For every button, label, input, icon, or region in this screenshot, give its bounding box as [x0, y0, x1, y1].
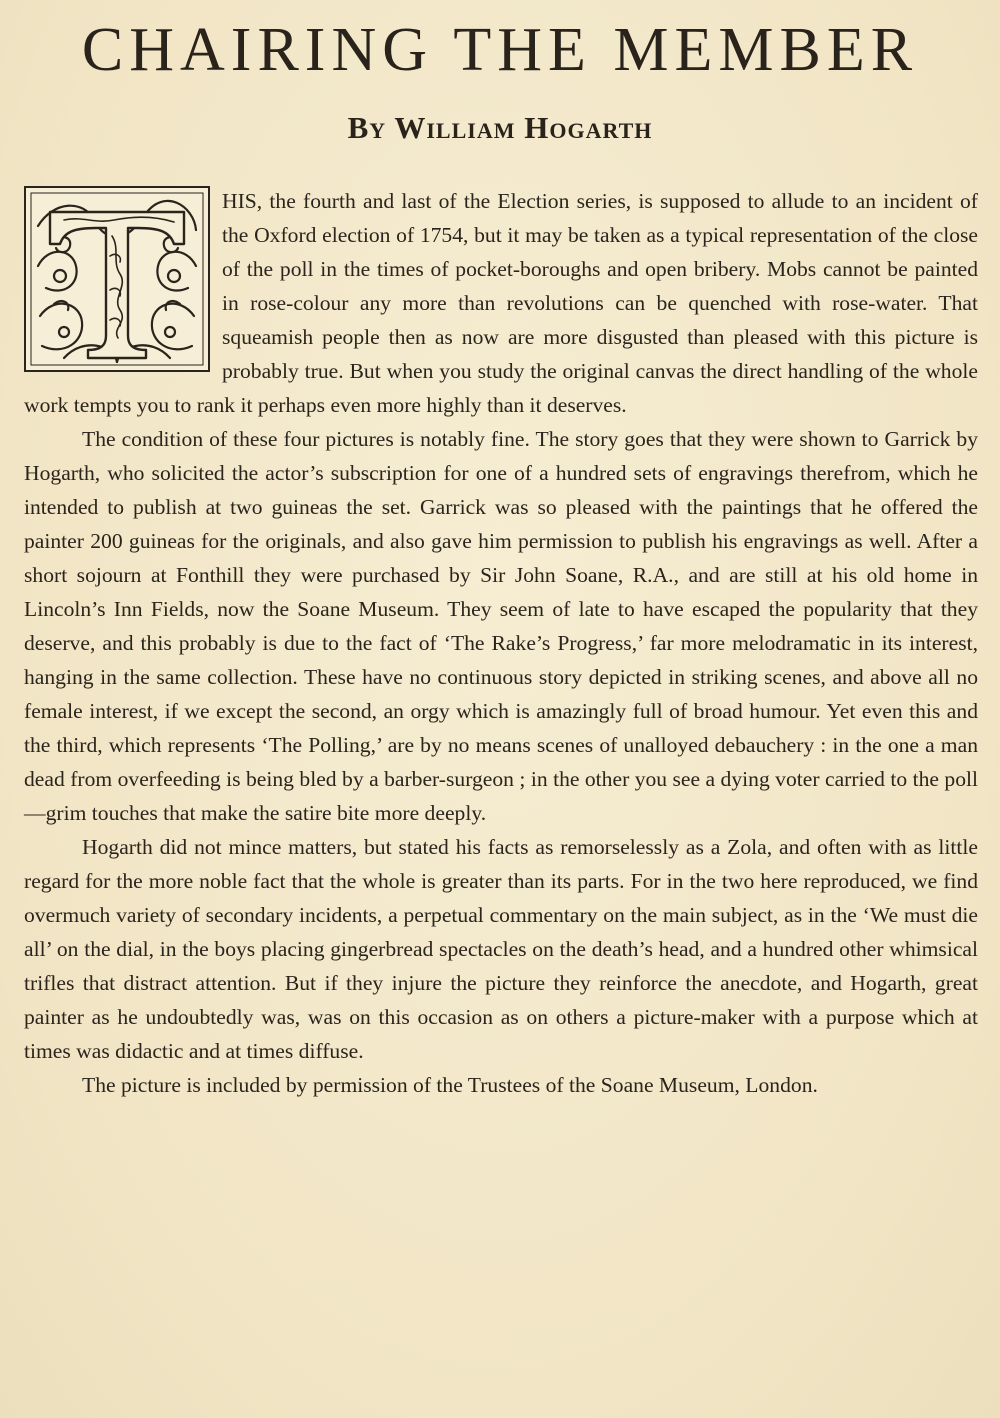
paragraph-2: The condition of these four pictures is notably fine. The story goes that they were shown to Garrick by Hogarth, who solicited the actor’s subscription for one of a hundred sets of engravings therefrom, which he intended to publish at two guineas the set. Garrick was so pleased with the paintings that he offered the painter 200 guineas for the originals, and also gave him permission to publish his engravings as well. After a short sojourn at Fonthill they were purchased by Sir John Soane, R.A., and are still at his old home in Lincoln’s Inn Fields, now the Soane Museum. They seem of late to have escaped the popularity that they deserve, and this probably is due to the fact of ‘The Rake’s Progress,’ far more melodramatic in its interest, hanging in the same collection. These have no continuous story depicted in striking scenes, and above all no female interest, if we except the second, an orgy which is amazingly full of broad humour. Yet even this and the third, which represents ‘The Polling,’ are by no means scenes of unalloyed debauchery : in the one a man dead from overfeeding is being bled by a barber-surgeon ; in the other you see a dying voter carried to the poll—grim touches that make the satire bite more deeply. — [24, 427, 978, 825]
paragraph-1-lead: HIS, — [222, 189, 263, 213]
ornamental-initial-t-icon — [24, 186, 210, 372]
article-body — [24, 184, 978, 1102]
paragraph-4: The picture is included by permission of the Trustees of the Soane Museum, London. — [82, 1073, 818, 1097]
byline: By William Hogarth — [347, 110, 653, 145]
paragraph-3: Hogarth did not mince matters, but stated his facts as remorselessly as a Zola, and often with as little regard for the more noble fact that the whole is greater than its parts. For in the two here reproduced, we find overmuch variety of secondary incidents, a perpetual commentary on the main subject, as in the ‘We must die all’ on the dial, in the boys placing gingerbread spectacles on the death’s head, and a hundred other whimsical trifles that distract attention. But if they injure the picture they reinforce the anecdote, and Hogarth, great painter as he undoubtedly was, was on this occasion as on others a picture-maker with a purpose which at times was didactic and at times diffuse. — [24, 835, 978, 1063]
page-title: CHAIRING THE MEMBER — [81, 16, 919, 84]
paragraph-1 — [24, 184, 978, 422]
paragraph-1-text: the fourth and last of the Election series, is supposed to allude to an incident of the Oxford election of 1754, but it may be taken as a typical representation of the close of the poll in the times of pocket-boroughs and open bribery. Mobs cannot be painted in rose-colour any more than revolutions can be quenched with rose-water. That squeamish people then as now are more disgusted than pleased with this picture is probably true. But when you study the original canvas the direct handling of the whole work tempts you to rank it perhaps even more highly than it deserves. — [24, 189, 978, 417]
